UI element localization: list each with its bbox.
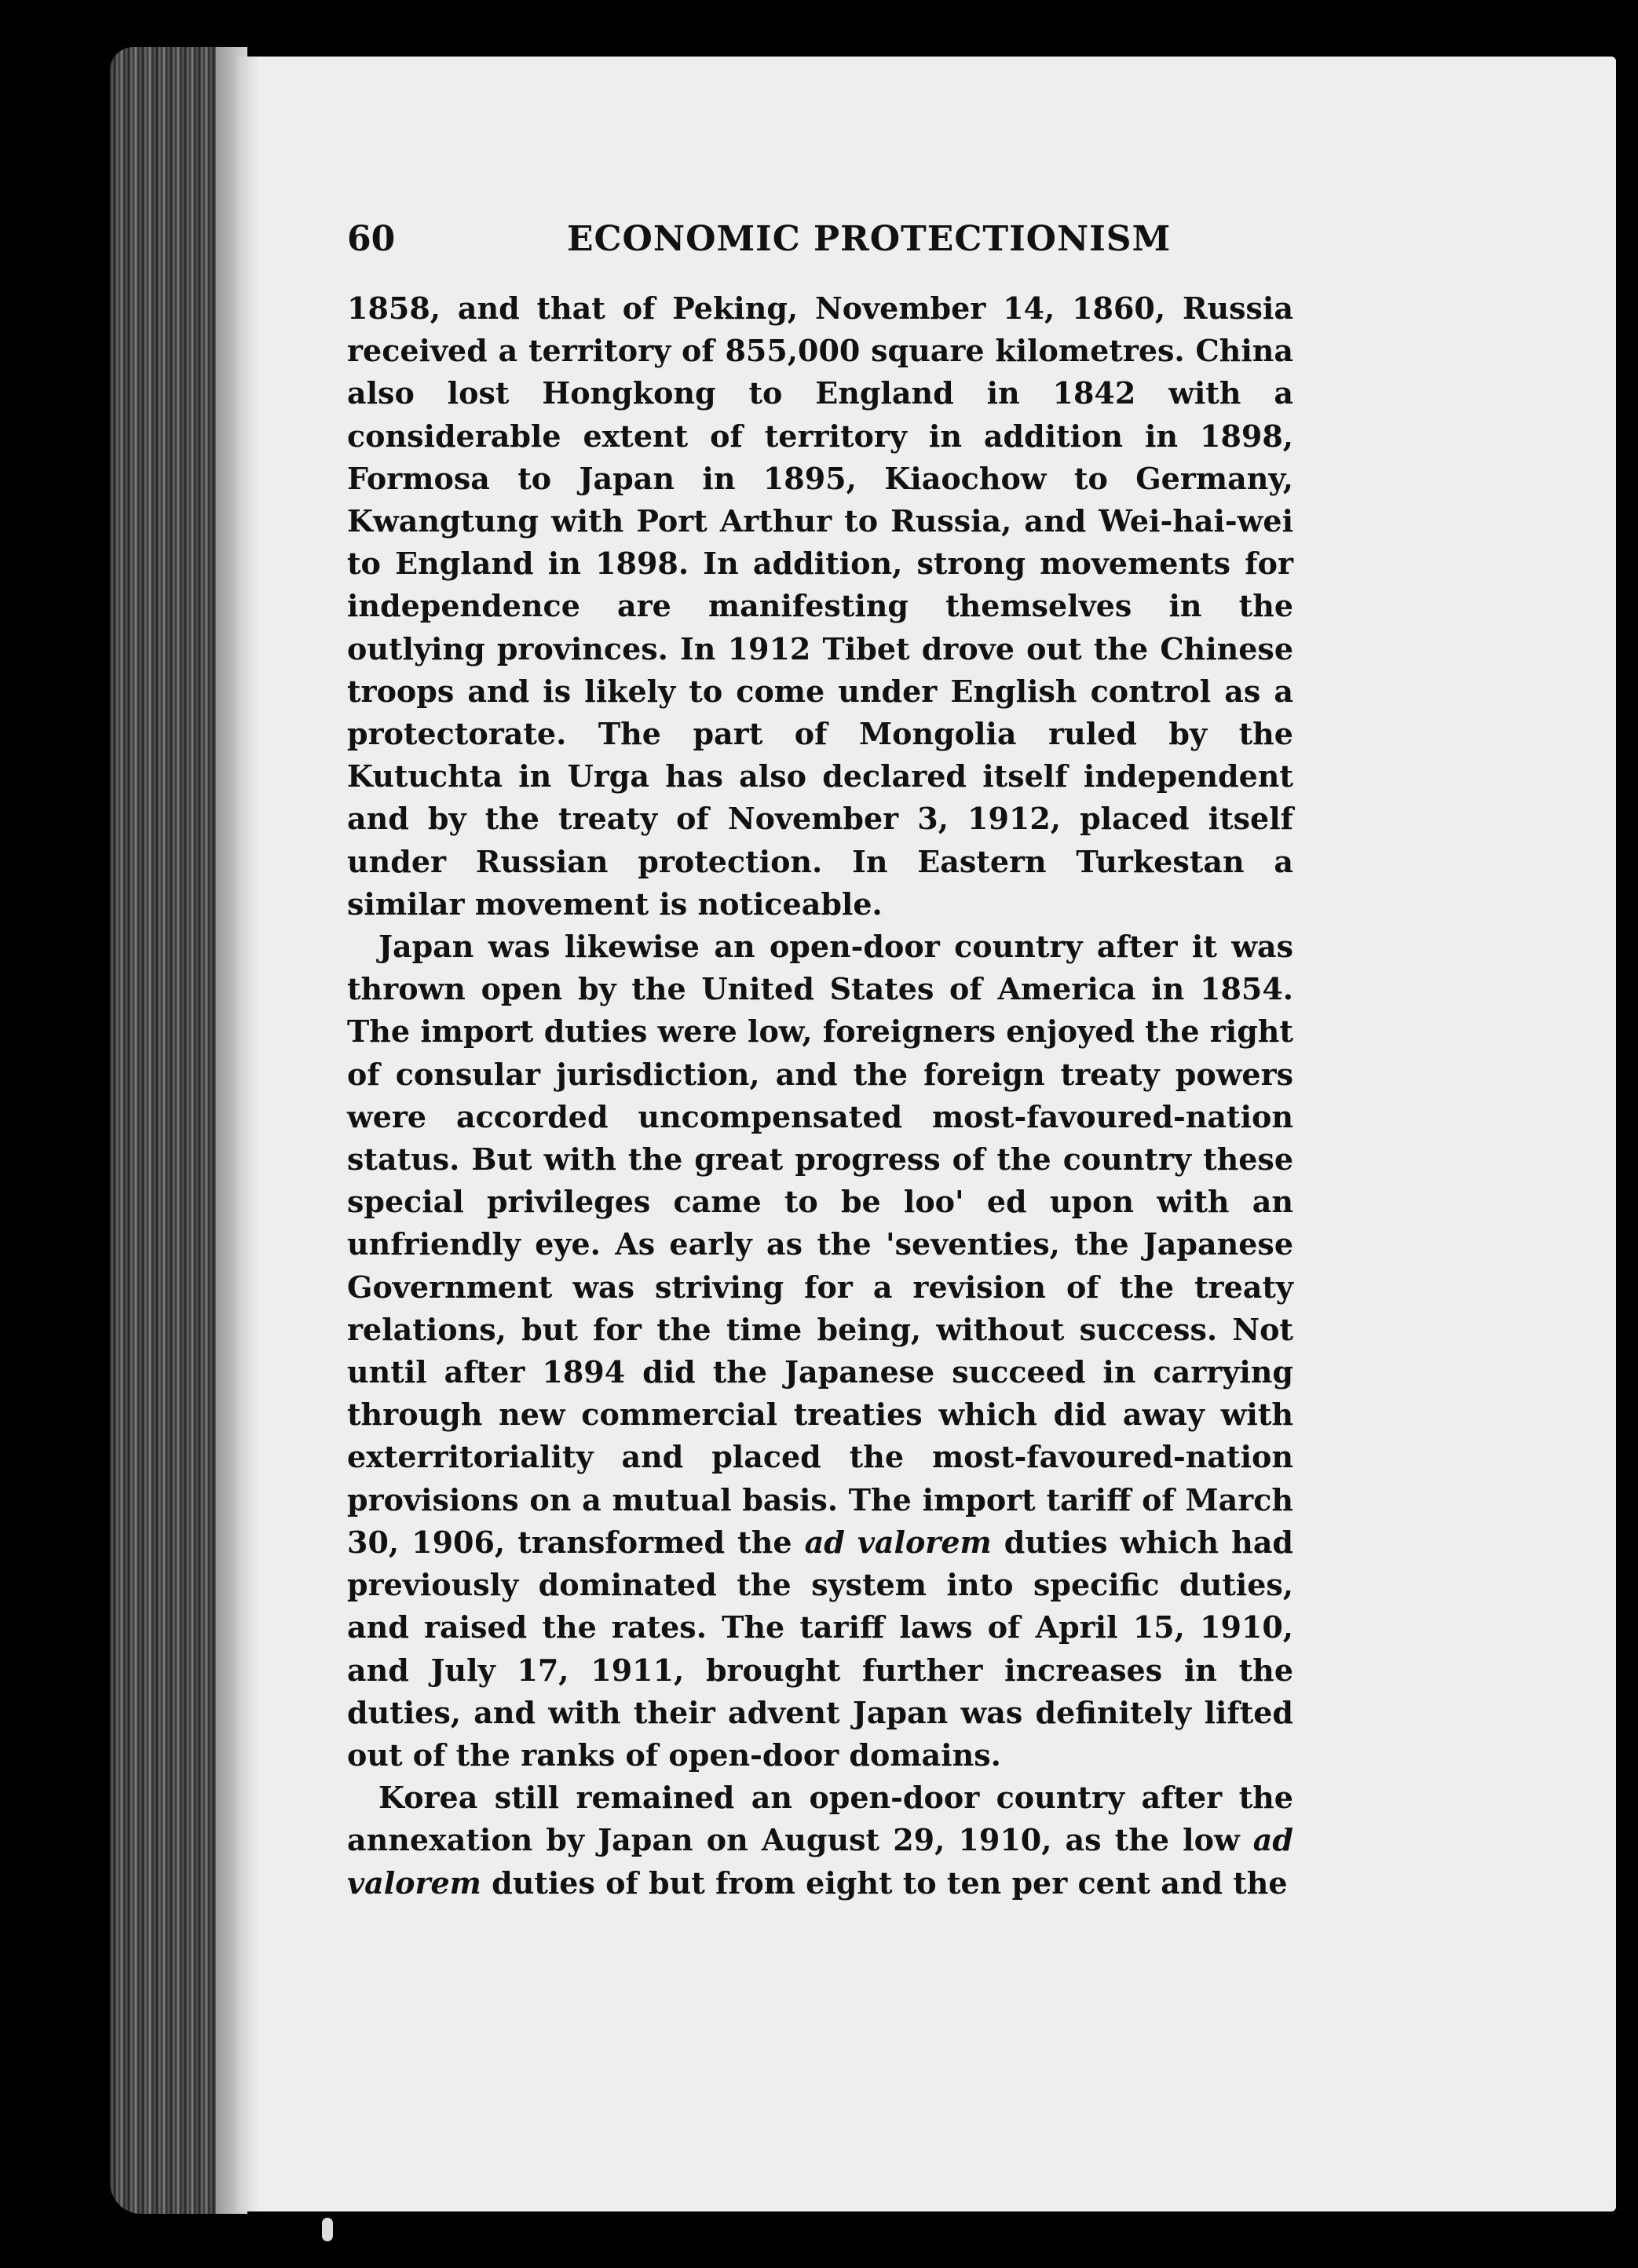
running-head (347, 215, 1293, 264)
page-number: 60 (347, 219, 396, 259)
text-block (347, 215, 1293, 1905)
paragraph-text: duties of but from eight to ten per cent and the (492, 1864, 1288, 1901)
paragraph-text: Korea still remained an open-door country after the annexation by Japan on August 29, 1910, as the low (347, 1780, 1293, 1858)
italic-term: ad valorem (804, 1524, 992, 1560)
paragraph-korea (347, 1777, 1293, 1905)
running-title: ECONOMIC PROTECTIONISM (567, 219, 1172, 259)
paragraph-japan (347, 926, 1293, 1777)
book-page-edges (110, 47, 247, 2214)
gutter-mark (322, 2218, 333, 2241)
paragraph-china (347, 287, 1293, 926)
italic-term: ad valorem (347, 1822, 1293, 1901)
paragraph-text: Japan was likewise an open-door country after it was thrown open by the United States of America in 1854. The import duties were low, foreigners enjoyed the right of consular jurisdiction, and the foreign treaty powers were accorded uncompensated most-favoured-nation status. But with the great progress of the country these special privileges came to be loo' ed upon with an unfriendly eye. As early as the 'seventies, the Japanese Government was striving for a revision of the treaty relations, but for the time being, without success. Not until after 1894 did the Japanese succeed in carrying through new commercial treaties which did away with exterritoriality and placed the most-favoured-nation provisions on a mutual basis. The import tariff of March 30, 1906, transformed the (347, 929, 1293, 1560)
paragraph-text: duties which had previously dominated the system into specific duties, and raised the rates. The tariff laws of April 15, 1910, and July 17, 1911, brought further increases in the duties, and with their advent Japan was definitely lifted out of the ranks of open-door domains. (347, 1524, 1294, 1773)
paragraph-text: 1858, and that of Peking, November 14, 1860, Russia received a territory of 855,000 square kilometres. China also lost Hongkong to England in 1842 with a considerable extent of territory in addition in 1898, Formosa to Japan in 1895, Kiaochow to Germany, Kwangtung with Port Arthur to Russia, and Wei-hai-wei to England in 1898. In addition, strong movements for independence are manifesting themselves in the outlying provinces. In 1912 Tibet drove out the Chinese troops and is likely to come under English control as a protectorate. The part of Mongolia ruled by the Kutuchta in Urga has also declared itself independent and by the treaty of November 3, 1912, placed itself under Russian protection. In Eastern Turkestan a similar movement is noticeable. (347, 290, 1293, 922)
